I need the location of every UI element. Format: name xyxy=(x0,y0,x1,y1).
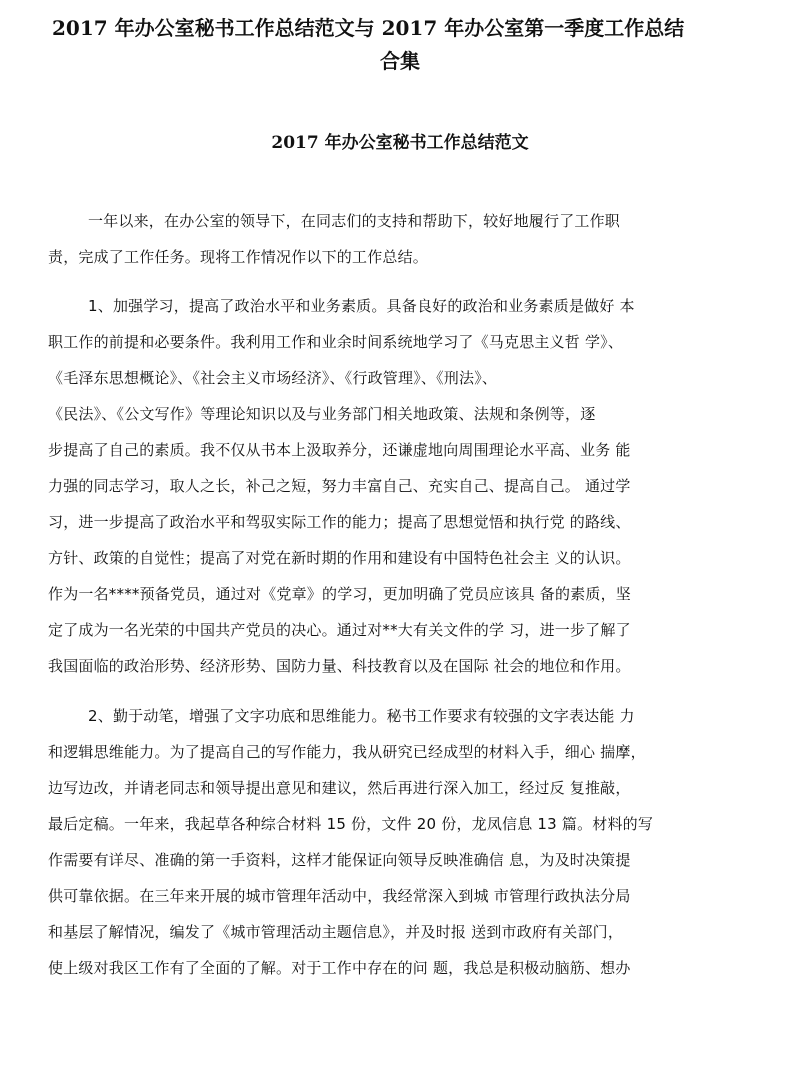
paragraph-2-line-7: 习，进一步提高了政治水平和驾驭实际工作的能力；提高了思想觉悟和执行党 的路线、 xyxy=(48,513,631,531)
paragraph-1-line-1: 一年以来，在办公室的领导下，在同志们的支持和帮助下，较好地履行了工作职 xyxy=(88,212,621,230)
paragraph-3-line-8: 使上级对我区工作有了全面的了解。对于工作中存在的问 题，我总是积极动脑筋、想办 xyxy=(48,959,631,977)
paragraph-2-line-10: 定了成为一名光荣的中国共产党员的决心。通过对**大有关文件的学 习，进一步了解了 xyxy=(48,621,631,639)
paragraph-2-line-2: 职工作的前提和必要条件。我利用工作和业余时间系统地学习了《马克思主义哲 学》、 xyxy=(48,333,624,351)
paragraph-2-line-1: 1、加强学习，提高了政治水平和业务素质。具备良好的政治和业务素质是做好 本 xyxy=(88,297,635,315)
paragraph-2-line-4: 《民法》、《公文写作》等理论知识以及与业务部门相关地政策、法规和条例等，逐 xyxy=(48,405,596,423)
paragraph-2-line-9: 作为一名****预备党员，通过对《党章》的学习，更加明确了党员应该具 备的素质，坚 xyxy=(48,585,631,603)
paragraph-2-line-3: 《毛泽东思想概论》、《社会主义市场经济》、《行政管理》、《刑法》、 xyxy=(48,369,498,387)
paragraph-2-line-11: 我国面临的政治形势、经济形势、国防力量、科技教育以及在国际 社会的地位和作用。 xyxy=(48,657,631,675)
paragraph-3-line-2: 和逻辑思维能力。为了提高自己的写作能力，我从研究已经成型的材料入手，细心 揣摩， xyxy=(48,743,646,761)
paragraph-3-line-6: 供可靠依据。在三年来开展的城市管理年活动中，我经常深入到城 市管理行政执法分局 xyxy=(48,887,631,905)
paragraph-3-line-7: 和基层了解情况，编发了《城市管理活动主题信息》，并及时报 送到市政府有关部门， xyxy=(48,923,624,941)
section-title: 2017 年办公室秘书工作总结范文 xyxy=(271,133,529,153)
paragraph-3-line-5: 作需要有详尽、准确的第一手资料，这样才能保证向领导反映准确信 息，为及时决策提 xyxy=(48,851,631,869)
document-title-line-2: 合集 xyxy=(380,49,420,73)
paragraph-3-line-1: 2、勤于动笔，增强了文字功底和思维能力。秘书工作要求有较强的文字表达能 力 xyxy=(88,707,635,725)
paragraph-2-line-6: 力强的同志学习，取人之长，补己之短，努力丰富自己、充实自己、提高自己。 通过学 xyxy=(48,477,631,495)
paragraph-2-line-5: 步提高了自己的素质。我不仅从书本上汲取养分，还谦虚地向周围理论水平高、业务 能 xyxy=(48,441,631,459)
paragraph-2-line-8: 方针、政策的自觉性；提高了对党在新时期的作用和建设有中国特色社会主 义的认识。 xyxy=(48,549,631,567)
paragraph-1-line-2: 责，完成了工作任务。现将工作情况作以下的工作总结。 xyxy=(48,248,429,266)
paragraph-3-line-4: 最后定稿。一年来，我起草各种综合材料 15 份，文件 20 份，龙凤信息 13 篇。材料的写 xyxy=(48,815,654,833)
document-title-line-1: 2017 年办公室秘书工作总结范文与 2017 年办公室第一季度工作总结 xyxy=(52,16,685,40)
paragraph-3-line-3: 边写边改，并请老同志和领导提出意见和建议，然后再进行深入加工，经过反 复推敲， xyxy=(48,779,631,797)
